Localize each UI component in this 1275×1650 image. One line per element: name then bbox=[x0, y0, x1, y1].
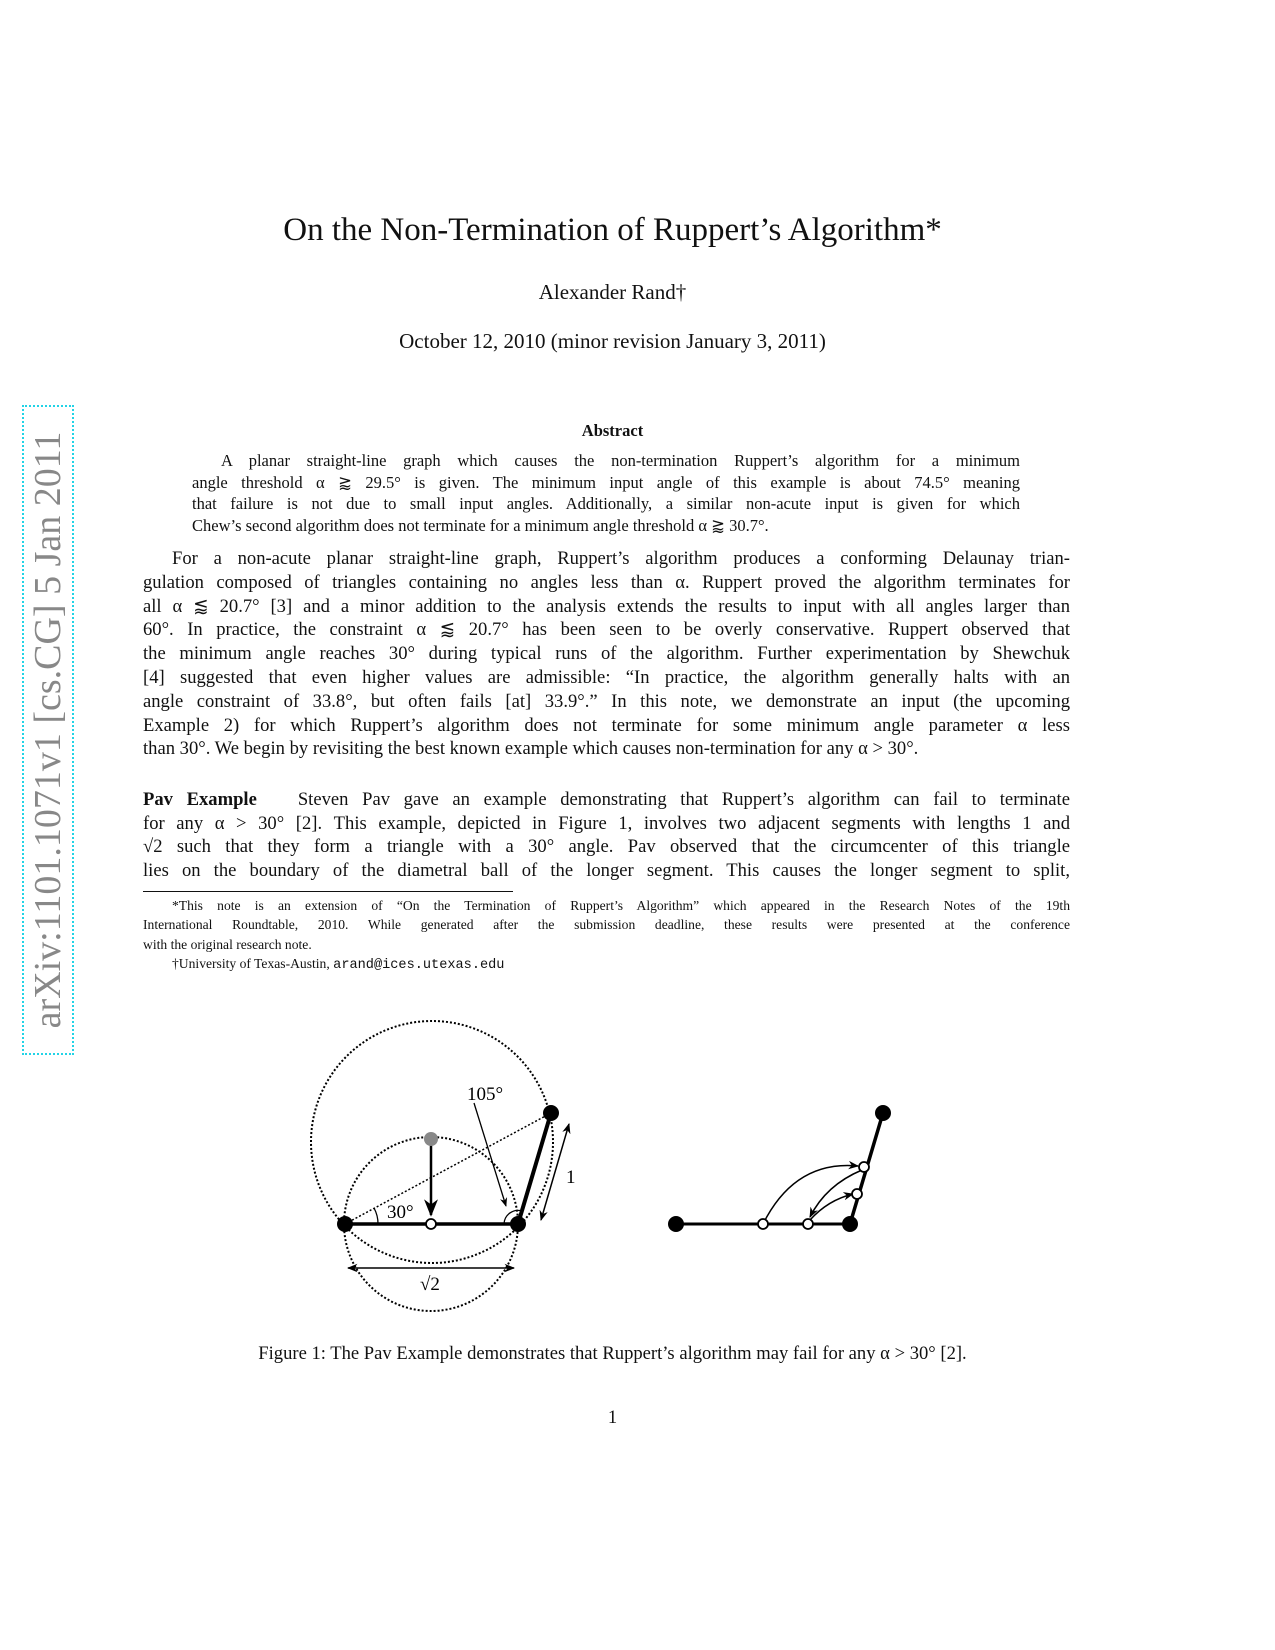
text-line: all α ⪅ 20.7° [3] and a minor addition to the analysis extends the results to input with all angles larger than bbox=[143, 595, 1070, 617]
date: October 12, 2010 (minor revision January 3, 2011) bbox=[399, 329, 826, 353]
vertex bbox=[510, 1216, 526, 1232]
vertex bbox=[875, 1105, 891, 1121]
text-line: [4] suggested that even higher values are admissible: “In practice, the algorithm generally halts with an bbox=[143, 666, 1070, 688]
right-diagram bbox=[668, 1105, 891, 1232]
label-30: 30° bbox=[387, 1202, 414, 1223]
footnote-line: with the original research note. bbox=[143, 936, 312, 952]
page-number: 1 bbox=[607, 1407, 618, 1428]
author: Alexander Rand† bbox=[538, 280, 687, 304]
split-point bbox=[852, 1189, 862, 1199]
text-line: √2 such that they form a triangle with a 30° angle. Pav observed that the circumcenter of this triangle bbox=[143, 836, 1070, 858]
vertex bbox=[543, 1105, 559, 1121]
split-point bbox=[758, 1219, 768, 1229]
triangle-edge bbox=[345, 1113, 551, 1224]
text-line: For a non-acute planar straight-line graph, Ruppert’s algorithm produces a conforming Delaunay trian- bbox=[172, 548, 1070, 569]
vertex bbox=[668, 1216, 684, 1232]
vertex bbox=[842, 1216, 858, 1232]
vertex bbox=[337, 1216, 353, 1232]
text-line: A planar straight-line graph which causes the non-termination Ruppert’s algorithm for a minimum bbox=[221, 451, 1020, 470]
footnote-line: *This note is an extension of “On the Termination of Ruppert’s Algorithm” which appeared in the Research Notes of the 19th bbox=[172, 898, 1070, 913]
label-105-pointer bbox=[474, 1103, 506, 1206]
text-line: 60°. In practice, the constraint α ⪅ 20.7° has been seen to be overly conservative. Ruppert observed that bbox=[143, 619, 1070, 641]
abstract-heading: Abstract bbox=[581, 421, 644, 440]
midpoint bbox=[426, 1219, 436, 1229]
pav-example-heading: Pav Example bbox=[143, 789, 257, 810]
footnote-line: International Roundtable, 2010. While generated after the submission deadline, these results were presented at the conference bbox=[143, 917, 1070, 933]
text-line: angle constraint of 33.8°, but often fails [at] 33.9°.” In this note, we demonstrate an input (the upcoming bbox=[143, 690, 1070, 712]
email-link[interactable]: arand@ices.utexas.edu bbox=[333, 957, 505, 973]
text-line: that failure is not due to small input angles. Additionally, a similar non-acute input is given for which bbox=[192, 494, 1020, 513]
text-line: Pav Example Steven Pav gave an example demonstrating that Ruppert’s algorithm can fail to terminate bbox=[143, 789, 1070, 810]
circumcenter-point bbox=[424, 1132, 438, 1146]
split-point bbox=[803, 1219, 813, 1229]
text-line: Example 2) for which Ruppert’s algorithm does not terminate for some minimum angle parameter α less bbox=[143, 714, 1070, 736]
label-105: 105° bbox=[467, 1084, 504, 1105]
arxiv-identifier: arXiv:1101.1071v1 [cs.CG] 5 Jan 2011 bbox=[22, 405, 74, 1055]
angle-30-arc bbox=[374, 1208, 378, 1224]
affiliation-footnote: †University of Texas-Austin, arand@ices.utexas.edu bbox=[172, 955, 505, 973]
figure-caption: Figure 1: The Pav Example demonstrates that Ruppert’s algorithm may fail for any α > 30° [2]. bbox=[258, 1343, 967, 1364]
text-line: for any α > 30° [2]. This example, depicted in Figure 1, involves two adjacent segments with lengths 1 and bbox=[143, 812, 1070, 834]
label-1: 1 bbox=[566, 1167, 576, 1188]
split-point bbox=[859, 1162, 869, 1172]
paper-title: On the Non-Termination of Ruppert’s Algorithm* bbox=[283, 212, 942, 248]
text-line: lies on the boundary of the diametral ball of the longer segment. This causes the longer segment to split, bbox=[143, 860, 1070, 882]
text-line: than 30°. We begin by revisiting the best known example which causes non-termination for any α > 30°. bbox=[143, 738, 919, 760]
text-line: gulation composed of triangles containing no angles less than α. Ruppert proved the algorithm terminates for bbox=[143, 571, 1070, 593]
text-line: angle threshold α ⪆ 29.5° is given. The minimum input angle of this example is about 74.5° meaning bbox=[192, 472, 1020, 492]
label-sqrt2: √2 bbox=[420, 1274, 440, 1295]
text-line: Chew’s second algorithm does not terminate for a minimum angle threshold α ⪆ 30.7°. bbox=[192, 515, 769, 535]
left-diagram bbox=[311, 1021, 576, 1311]
text-line: the minimum angle reaches 30° during typical runs of the algorithm. Further experimentation by Shewchuk bbox=[143, 643, 1070, 665]
